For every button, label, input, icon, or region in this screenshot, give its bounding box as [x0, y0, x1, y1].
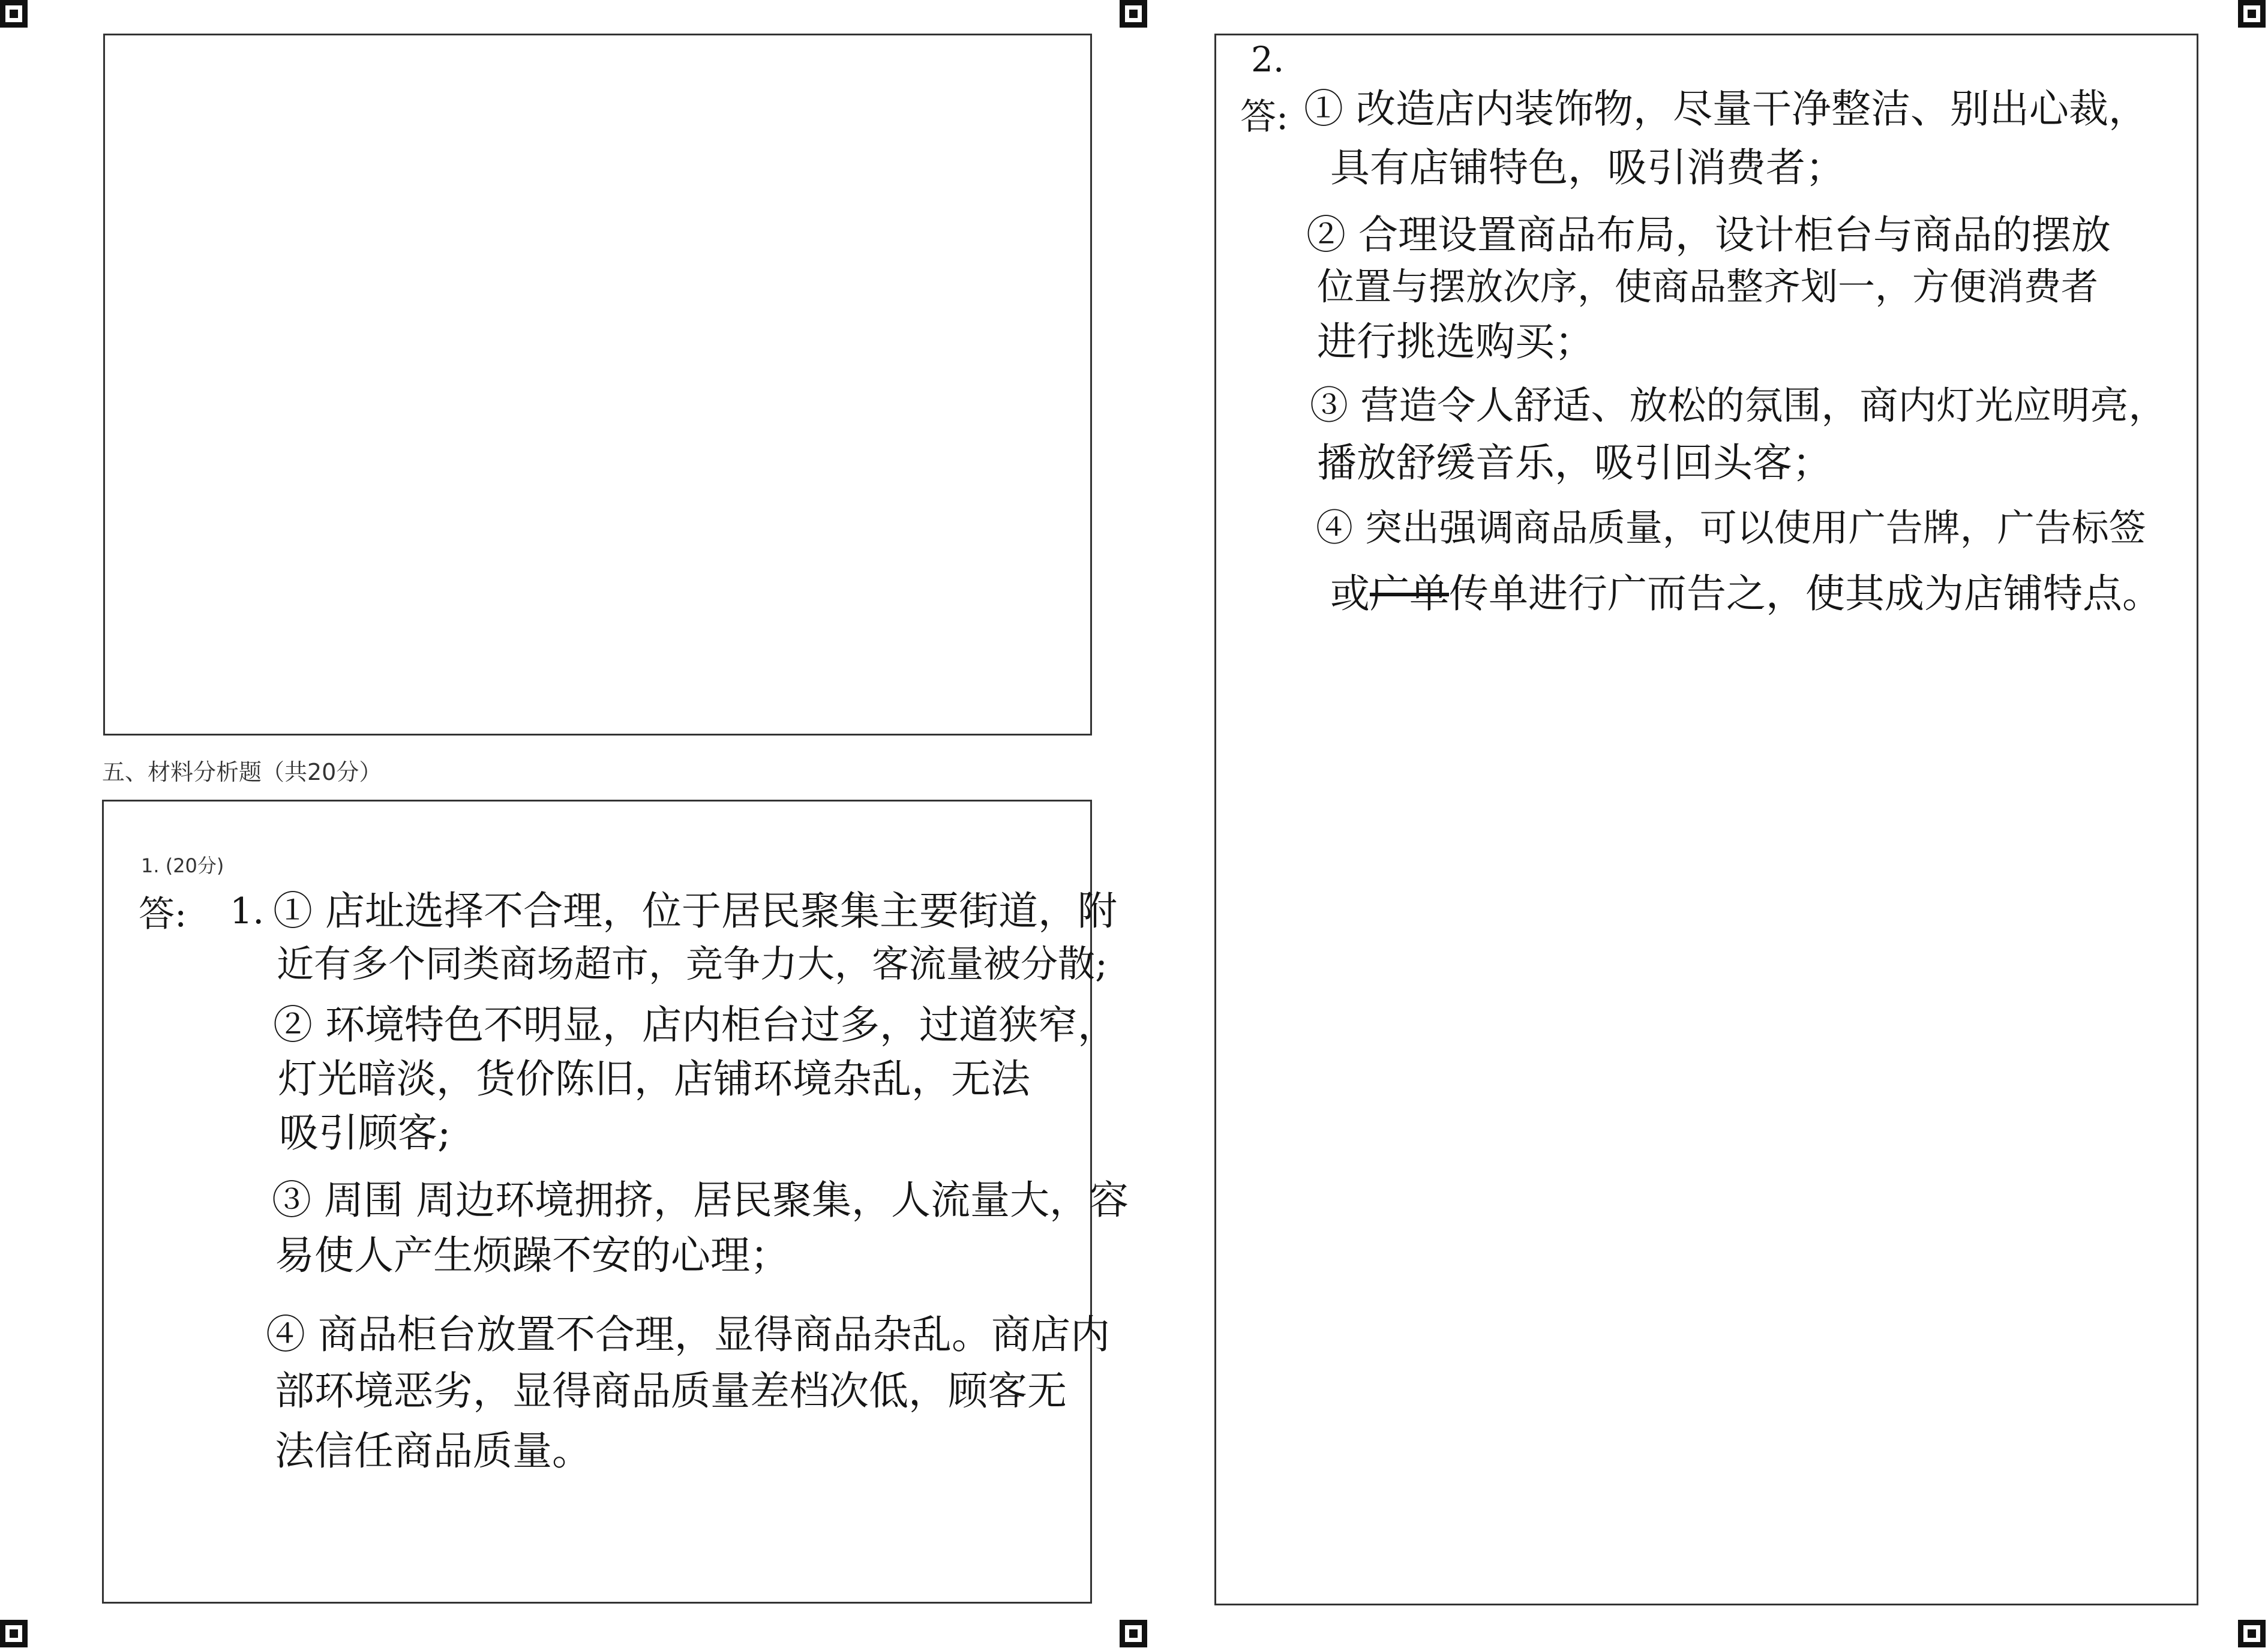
section-title: 五、材料分析题（共20分）: [102, 759, 382, 785]
question2-line-7: 播放舒缓音乐，吸引回头客；: [1317, 440, 1832, 486]
corner-marker-bottom-left: [0, 1620, 28, 1647]
question2-line-9: 或广单传单进行广而告之，使其成为店铺特点。: [1330, 571, 2162, 617]
corner-marker-top-right: [2238, 0, 2266, 28]
question1-line-10: 法信任商品质量。: [275, 1428, 592, 1474]
question1-line-5: 吸引顾客;: [279, 1110, 451, 1156]
question2-line-1: ① 改造店内装饰物，尽量干净整洁、别出心裁，: [1304, 86, 2148, 132]
question1-number: 1.: [230, 890, 265, 932]
question2-line-8: ④ 突出强调商品质量，可以使用广告牌，广告标签: [1316, 506, 2146, 550]
question2-struck-word: 广单: [1370, 571, 1449, 617]
question2-answer-prefix: 答:: [1240, 96, 1289, 138]
corner-marker-top-center: [1120, 0, 1147, 28]
question2-line-5: 进行挑选购买；: [1317, 319, 1594, 365]
question2-line-2: 具有店铺特色，吸引消费者；: [1330, 145, 1845, 191]
corner-marker-bottom-center: [1120, 1620, 1147, 1647]
question2-answer-box: [1214, 34, 2198, 1605]
question1-line-6: ③ 周围 周边环境拥挤，居民聚集，人流量大，容: [272, 1177, 1129, 1223]
corner-marker-bottom-right: [2238, 1620, 2266, 1647]
question1-line-4: 灯光暗淡，货价陈旧，店铺环境杂乱，无法: [278, 1056, 1030, 1102]
question2-line-6: ③ 营造令人舒适、放松的氛围，商内灯光应明亮，: [1310, 384, 2167, 428]
empty-answer-box: [103, 34, 1092, 736]
question2-line-3: ② 合理设置商品布局，设计柜台与商品的摆放: [1306, 212, 2111, 258]
question1-line-9: 部环境恶劣，显得商品质量差档次低，顾客无: [275, 1368, 1067, 1414]
question1-line-1: ① 店址选择不合理，位于居民聚集主要街道，附: [273, 888, 1117, 934]
question1-answer-prefix: 答:: [139, 893, 187, 935]
corner-marker-top-left: [0, 0, 28, 28]
question2-line-4: 位置与摆放次序，使商品整齐划一，方便消费者: [1317, 265, 2099, 308]
question1-line-2: 近有多个同类商场超市，竞争力大，客流量被分散;: [277, 942, 1108, 986]
question1-line-7: 易使人产生烦躁不安的心理；: [275, 1232, 790, 1278]
question1-answer-box: [102, 800, 1129, 1604]
question1-label: 1. (20分): [141, 854, 224, 877]
question1-line-8: ④ 商品柜台放置不合理，显得商品杂乱。商店内: [266, 1311, 1110, 1358]
question2-number: 2.: [1251, 39, 1285, 80]
question1-line-3: ② 环境特色不明显，店内柜台过多，过道狭窄，: [273, 1002, 1117, 1048]
